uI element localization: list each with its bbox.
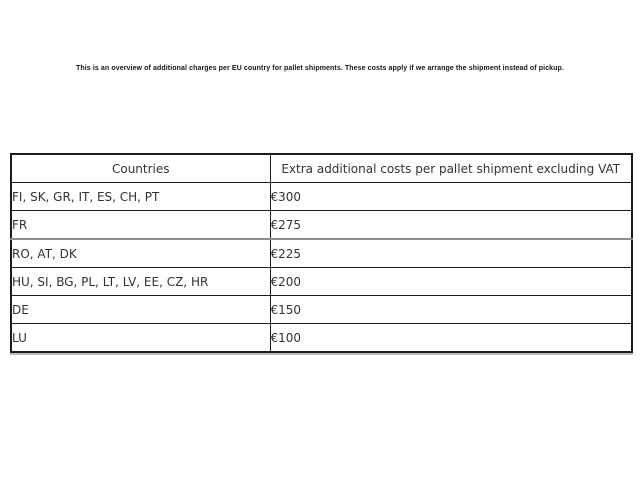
table-row (11, 268, 632, 296)
charges-table (10, 153, 633, 353)
countries-cell: FI, SK, GR, IT, ES, CH, PT (11, 183, 270, 211)
cost-cell: €300 (270, 183, 632, 211)
cost-cell: €275 (270, 211, 632, 240)
intro-text: This is an overview of additional charges per EU country for pallet shipments. These costs apply if we arrange the shipment instead of pickup. (76, 65, 564, 72)
table-row (11, 183, 632, 211)
cost-cell: €100 (270, 324, 632, 353)
countries-cell: DE (11, 296, 270, 324)
countries-column-header: Countries (11, 154, 270, 183)
countries-cell: FR (11, 211, 270, 240)
cost-cell: €200 (270, 268, 632, 296)
header-row (11, 154, 632, 183)
countries-cell: HU, SI, BG, PL, LT, LV, EE, CZ, HR (11, 268, 270, 296)
table-row (11, 296, 632, 324)
cost-cell: €225 (270, 239, 632, 268)
costs-column-header: Extra additional costs per pallet shipment excluding VAT (270, 154, 632, 183)
table-row (11, 324, 632, 353)
countries-cell: RO, AT, DK (11, 239, 270, 268)
table-row (11, 211, 632, 240)
table-row (11, 239, 632, 268)
countries-cell: LU (11, 324, 270, 353)
cost-cell: €150 (270, 296, 632, 324)
